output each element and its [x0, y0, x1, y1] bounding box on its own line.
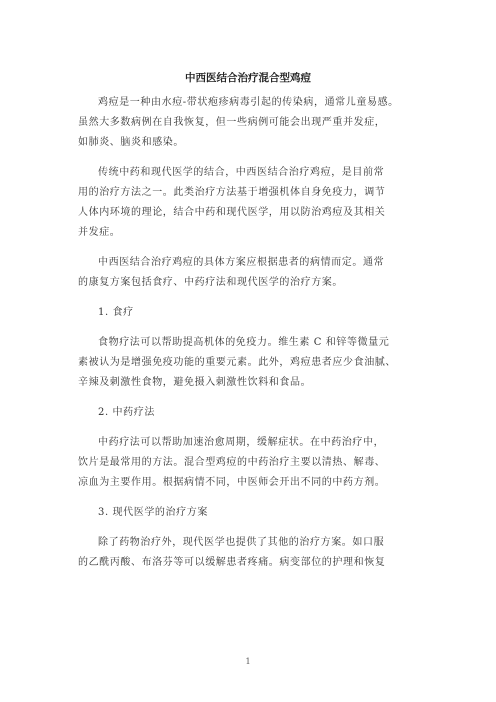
paragraph-line: 食物疗法可以帮助提高机体的免疫力。维生素 C 和锌等微量元 [98, 337, 390, 348]
paragraph-line: 辛辣及刺激性食物，避免摄入刺激性饮料和食品。 [78, 377, 312, 388]
paragraph-line: 鸡痘是一种由水痘-带状疱疹病毒引起的传染病，通常儿童易感。 [98, 97, 399, 108]
paragraph-line: 用的治疗方法之一。此类治疗方法基于增强机体自身免疫力，调节 [78, 187, 386, 198]
document-title: 中西医结合治疗混合型鸡痘 [185, 72, 311, 84]
paragraph-line: 素被认为是增强免疫功能的重要元素。此外，鸡痘患者应少食油腻、 [78, 357, 396, 368]
paragraph-line: 并发症。 [78, 227, 121, 238]
paragraph-line: 的康复方案包括食疗、中药疗法和现代医学的治疗方案。 [78, 277, 343, 288]
paragraph-line: 除了药物治疗外，现代医学也提供了其他的治疗方案。如口服 [98, 537, 385, 548]
section-heading: 1. 食疗 [98, 307, 134, 318]
paragraph-line: 凉血为主要作用。根据病情不同，中医师会开出不同的中药方剂。 [78, 477, 386, 488]
paragraph-line: 虽然大多数病例在自我恢复，但一些病例可能会出现严重并发症， [78, 117, 386, 128]
paragraph-line: 中药疗法可以帮助加速治愈周期，缓解症状。在中药治疗中， [98, 437, 385, 448]
paragraph-line: 如肺炎、脑炎和感染。 [78, 137, 184, 148]
paragraph-line: 的乙酰丙酸、布洛芬等可以缓解患者疼痛。病变部位的护理和恢复 [78, 557, 386, 568]
section-heading: 2. 中药疗法 [98, 407, 155, 418]
section-heading: 3. 现代医学的治疗方案 [98, 507, 208, 518]
paragraph-line: 饮片是最常用的方法。混合型鸡痘的中药治疗主要以清热、解毒、 [78, 457, 386, 468]
paragraph-line: 传统中药和现代医学的结合，中西医结合治疗鸡痘，是目前常 [98, 167, 385, 178]
paragraph-line: 中西医结合治疗鸡痘的具体方案应根据患者的病情而定。通常 [98, 257, 385, 268]
paragraph-line: 人体内环境的理论，结合中药和现代医学，用以防治鸡痘及其相关 [78, 207, 386, 218]
page-number: 1 [245, 657, 251, 666]
